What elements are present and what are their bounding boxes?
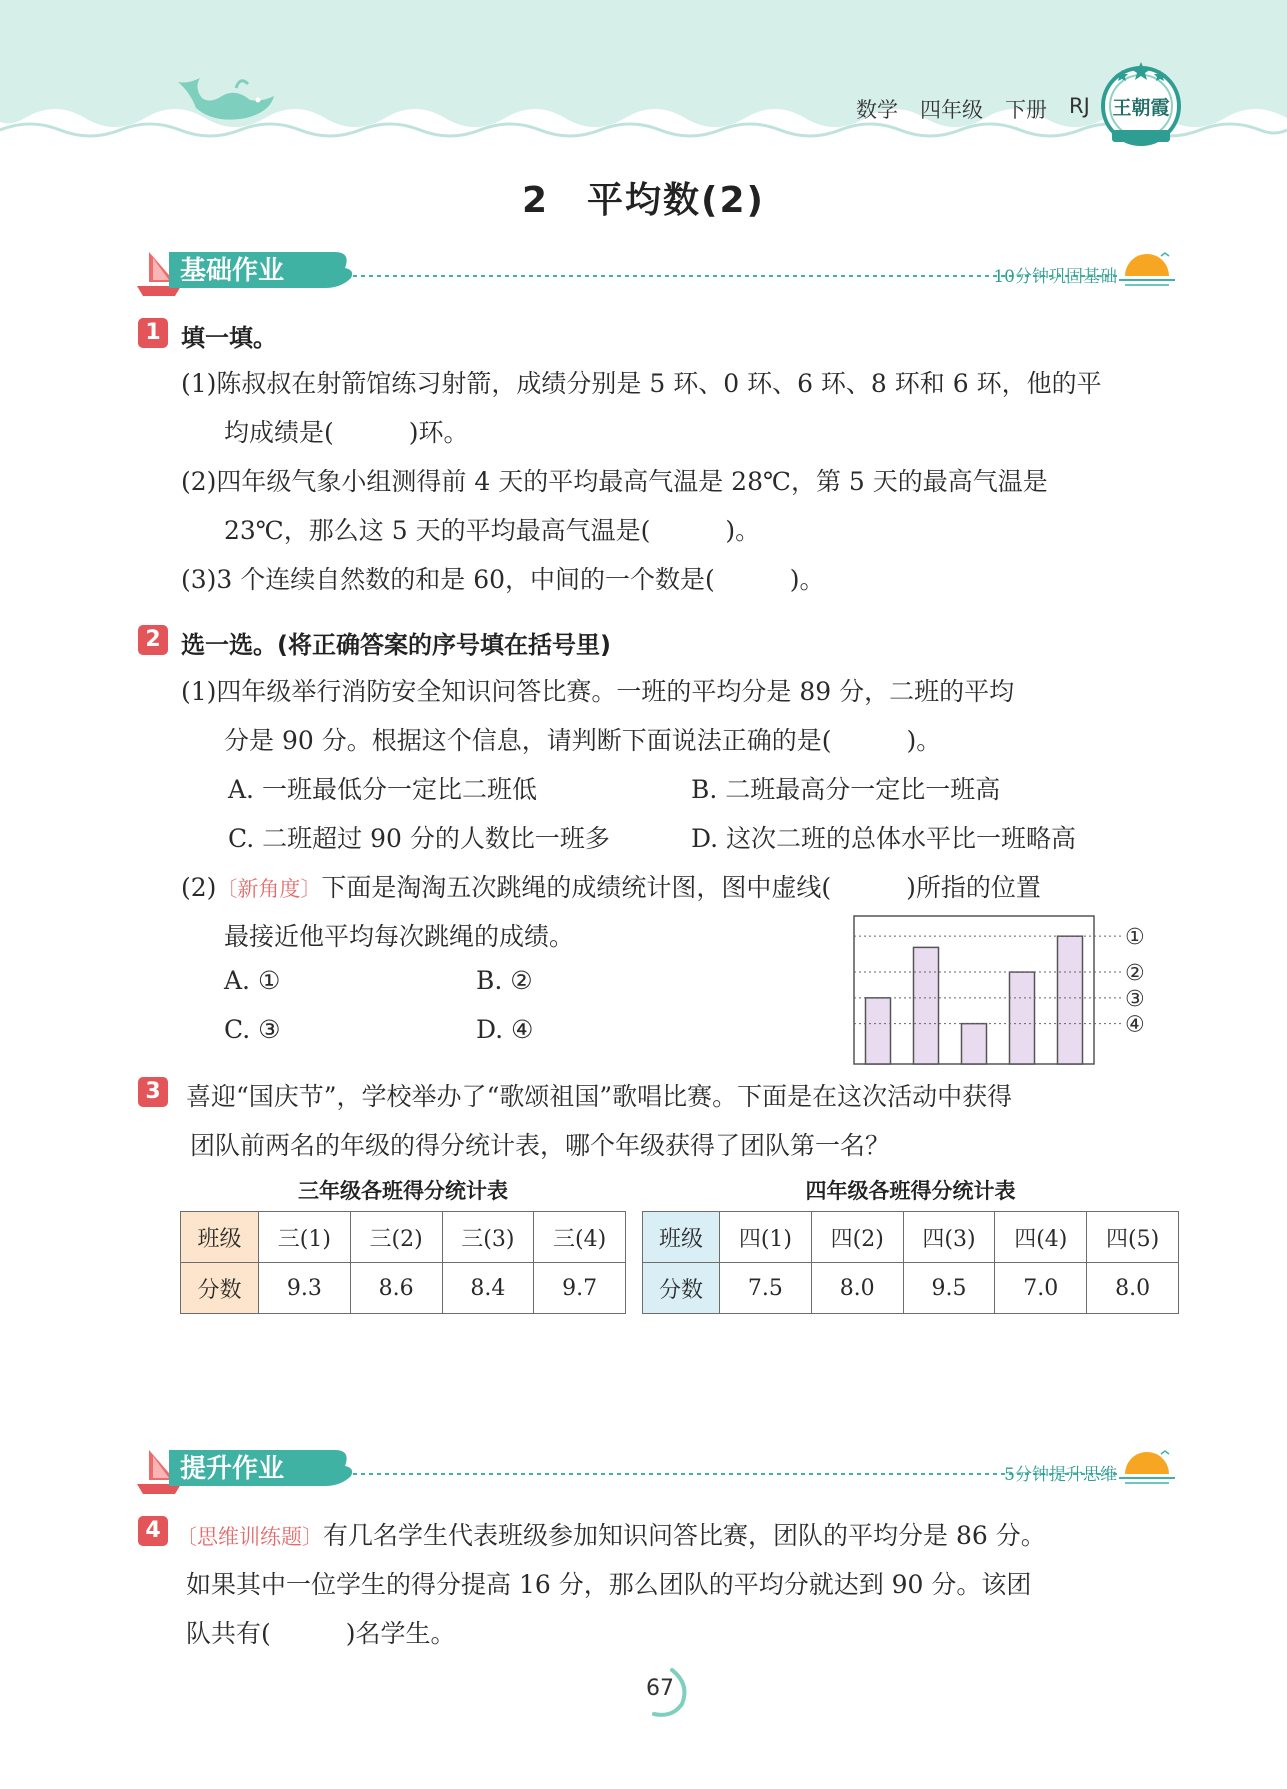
- question-2-heading: 选一选。(将正确答案的序号填在括号里): [181, 631, 611, 659]
- chart-bar-4: [1010, 972, 1035, 1064]
- table-cell: 9.7: [534, 1263, 626, 1314]
- question-number-1: 1: [138, 318, 168, 348]
- q1-line: (2)四年级气象小组测得前 4 天的平均最高气温是 28℃，第 5 天的最高气温是: [181, 467, 1048, 496]
- table-cell: 四(1): [720, 1212, 812, 1263]
- table-cell: 四(2): [811, 1212, 903, 1263]
- q3-line: 团队前两名的年级的得分统计表，哪个年级获得了团队第一名？: [190, 1131, 891, 1160]
- question-number-3: 3: [138, 1077, 168, 1107]
- row-header-score: 分数: [643, 1263, 720, 1314]
- brand-logo: [1098, 58, 1184, 150]
- page-title: 2 平均数(2): [521, 180, 765, 221]
- row-header-class: 班级: [181, 1212, 259, 1263]
- header-subject: 数学: [856, 98, 898, 122]
- table-cell: 三(2): [350, 1212, 442, 1263]
- q3-line: 喜迎“国庆节”，学校举办了“歌颂祖国”歌唱比赛。下面是在这次活动中获得: [186, 1082, 1013, 1111]
- grade3-score-table: [180, 1211, 626, 1314]
- reference-line-label-3: ③: [1125, 986, 1145, 1012]
- table-cell: 三(4): [534, 1212, 626, 1263]
- table-cell: 9.5: [903, 1263, 995, 1314]
- table-row: [181, 1212, 626, 1263]
- row-header-score: 分数: [181, 1263, 259, 1314]
- page-number: 67: [646, 1676, 674, 1701]
- table-cell: 四(3): [903, 1212, 995, 1263]
- q2-part2-option-b: B. ②: [476, 966, 533, 995]
- question-number-4: 4: [138, 1516, 168, 1546]
- section-header-advanced: [135, 1442, 1175, 1502]
- chart-bar-3: [962, 1024, 987, 1064]
- q2-part2-option-c: C. ③: [224, 1015, 281, 1044]
- row-header-class: 班级: [643, 1212, 720, 1263]
- q2-part2-option-d: D. ④: [476, 1015, 534, 1044]
- thinking-training-tag: 〔思维训练题〕: [176, 1525, 323, 1549]
- table-title-grade3: 三年级各班得分统计表: [298, 1179, 508, 1203]
- reference-line-label-2: ②: [1125, 961, 1145, 987]
- q4-line2: 如果其中一位学生的得分提高 16 分，那么团队的平均分就达到 90 分。该团: [186, 1570, 1032, 1599]
- chart-bar-5: [1058, 936, 1083, 1064]
- logo-badge-icon: [1098, 58, 1184, 150]
- section-note-advanced: 5分钟提升思维: [1004, 1465, 1117, 1485]
- q4-line1-text: 有几名学生代表班级参加知识问答比赛，团队的平均分是 86 分。: [323, 1521, 1046, 1550]
- q2-option-c: C. 二班超过 90 分的人数比一班多: [228, 824, 610, 853]
- table-row: [643, 1212, 1179, 1263]
- q1-line: (1)陈叔叔在射箭馆练习射箭，成绩分别是 5 环、0 环、6 环、8 环和 6 环，他的平: [181, 369, 1102, 398]
- q2-option-d: D. 这次二班的总体水平比一班略高: [691, 824, 1077, 853]
- table-cell: 9.3: [259, 1263, 351, 1314]
- reference-line-label-1: ①: [1125, 925, 1145, 951]
- q4-line1: [176, 1516, 1046, 1552]
- sunset-icon: [1119, 1451, 1175, 1483]
- header-wave-band: [0, 0, 1287, 150]
- sunset-icon: [1119, 253, 1175, 285]
- header-edition: RJ: [1069, 94, 1090, 118]
- q4-line3: 队共有( )名学生。: [186, 1619, 456, 1648]
- table-cell: 8.0: [1087, 1263, 1179, 1314]
- table-cell: 7.0: [995, 1263, 1087, 1314]
- q1-line: (3)3 个连续自然数的和是 60，中间的一个数是( )。: [181, 565, 825, 594]
- q2-part2-prefix: (2): [181, 873, 217, 902]
- q1-line: 均成绩是( )环。: [224, 418, 469, 447]
- section-label-advanced: 提升作业: [180, 1454, 285, 1484]
- table-cell: 7.5: [720, 1263, 812, 1314]
- header-volume: 下册: [1005, 98, 1047, 122]
- q2-option-a: A. 一班最低分一定比二班低: [228, 775, 537, 804]
- q2-part2-text: 下面是淘淘五次跳绳的成绩统计图，图中虚线( )所指的位置: [321, 873, 1041, 902]
- table-cell: 8.6: [350, 1263, 442, 1314]
- jump-rope-bar-chart: [852, 912, 1172, 1072]
- q1-line: 23℃，那么这 5 天的平均最高气温是( )。: [224, 516, 761, 545]
- section-note-basic: 10分钟巩固基础: [993, 267, 1117, 287]
- table-cell: 三(1): [259, 1212, 351, 1263]
- logo-text: 王朝霞: [1112, 97, 1170, 119]
- page-header: [0, 0, 1287, 150]
- table-cell: 8.0: [811, 1263, 903, 1314]
- reference-line-label-4: ④: [1125, 1012, 1145, 1038]
- question-1-heading: 填一填。: [181, 324, 277, 352]
- table-cell: 8.4: [442, 1263, 534, 1314]
- section-header-basic: [135, 244, 1175, 304]
- q2-part2-line1: [181, 868, 1041, 904]
- q2-part2-line2: 最接近他平均每次跳绳的成绩。: [224, 922, 575, 951]
- chart-bar-1: [866, 998, 891, 1064]
- chart-bar-2: [914, 947, 939, 1064]
- table-cell: 三(3): [442, 1212, 534, 1263]
- header-grade: 四年级: [920, 98, 983, 122]
- table-row: [181, 1263, 626, 1314]
- q2-line: 分是 90 分。根据这个信息，请判断下面说法正确的是( )。: [224, 726, 942, 755]
- q2-part2-option-a: A. ①: [224, 966, 281, 995]
- grade4-score-table: [642, 1211, 1179, 1314]
- question-number-2: 2: [138, 625, 168, 655]
- q2-option-b: B. 二班最高分一定比一班高: [691, 775, 1001, 804]
- section-label-basic: 基础作业: [180, 256, 285, 286]
- table-title-grade4: 四年级各班得分统计表: [805, 1179, 1016, 1203]
- new-angle-tag: 〔新角度〕: [216, 877, 322, 901]
- table-cell: 四(4): [995, 1212, 1087, 1263]
- table-row: [643, 1263, 1179, 1314]
- table-cell: 四(5): [1087, 1212, 1179, 1263]
- q2-line: (1)四年级举行消防安全知识问答比赛。一班的平均分是 89 分，二班的平均: [181, 677, 1015, 706]
